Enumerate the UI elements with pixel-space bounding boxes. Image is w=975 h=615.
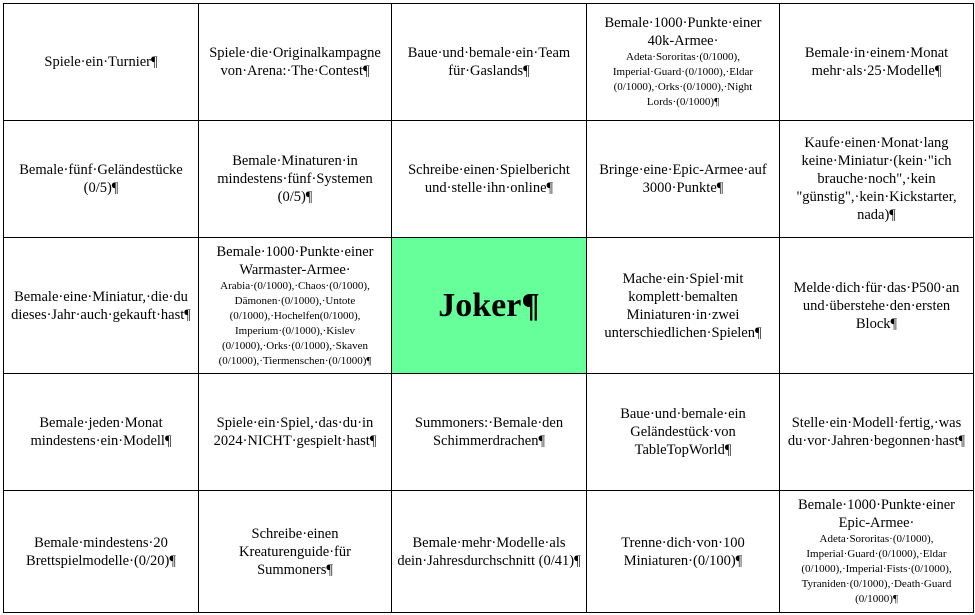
bingo-cell [587, 121, 780, 238]
bingo-cell [199, 491, 392, 613]
cell-text: Spiele·ein·Turnier¶ [44, 54, 158, 70]
cell-subtext: Adeta·Sororitas·(0/1000), Imperial·Guard·(0/1000),·Eldar (0/1000),·Imperial·Fists·(0/1000), Tyraniden·(0/1000),·Death·Guard (0/1000)¶ [801, 533, 952, 605]
bingo-cell [587, 238, 780, 374]
bingo-cell [392, 4, 587, 121]
bingo-cell [587, 4, 780, 121]
cell-text: Bemale·1000·Punkte·einer 40k-Armee· [604, 15, 762, 49]
cell-text: Schreibe·einen·Spielbericht und·stelle·ihn·online¶ [408, 162, 570, 196]
bingo-row [4, 374, 974, 491]
bingo-row [4, 491, 974, 613]
cell-text: Schreibe·einen Kreaturenguide·für Summoners¶ [239, 525, 351, 578]
cell-text: Bringe·eine·Epic-Armee·auf 3000·Punkte¶ [599, 162, 767, 196]
bingo-cell [780, 121, 974, 238]
bingo-cell [199, 374, 392, 491]
cell-text: Bemale·1000·Punkte·einer Epic-Armee· [797, 497, 956, 531]
cell-subtext: Arabia·(0/1000),·Chaos·(0/1000), Dämonen·(0/1000),·Untote (0/1000),·Hochelfen(0/1000), Imperium·(0/1000),·Kislev (0/1000),·Orks·(0/1000),·Skaven (0/1000),·Tiermenschen·(0/1000)¶ [218, 279, 372, 367]
bingo-cell [780, 374, 974, 491]
bingo-cell [392, 374, 587, 491]
bingo-cell [392, 491, 587, 613]
cell-text: Bemale·1000·Punkte·einer Warmaster-Armee· [216, 243, 374, 278]
bingo-cell [4, 238, 199, 374]
cell-text: Bemale·fünf·Geländestücke (0/5)¶ [19, 162, 183, 196]
cell-text: Bemale·in·einem·Monat mehr·als·25·Modelle¶ [804, 45, 949, 79]
cell-text: Kaufe·einen·Monat·lang keine·Miniatur·(kein·"ich brauche·noch",·kein "günstig",·kein·Kickstarter, nada)¶ [796, 135, 957, 223]
cell-text: Trenne·dich·von·100 Miniaturen·(0/100)¶ [621, 534, 745, 569]
cell-text: Bemale·mindestens·20 Brettspielmodelle·(0/20)¶ [26, 534, 176, 569]
bingo-cell [587, 374, 780, 491]
bingo-cell [4, 4, 199, 121]
cell-text: Bemale·eine·Miniatur,·die·du dieses·Jahr·auch·gekauft·hast¶ [11, 288, 191, 323]
cell-subtext: Adeta·Sororitas·(0/1000), Imperial·Guard·(0/1000),·Eldar (0/1000),·Orks·(0/1000),·Night Lords·(0/1000)¶ [612, 51, 754, 108]
bingo-cell [199, 238, 392, 374]
bingo-row [4, 238, 974, 374]
joker-cell [392, 238, 587, 374]
cell-text: Bemale·jeden·Monat mindestens·ein·Modell¶ [30, 415, 172, 449]
joker-label: Joker¶ [438, 286, 540, 324]
bingo-cell [4, 121, 199, 238]
cell-text: Summoners:·Bemale·den Schimmerdrachen¶ [414, 415, 564, 449]
bingo-row [4, 4, 974, 121]
cell-text: Spiele·ein·Spiel,·das·du·in 2024·NICHT·gespielt·hast¶ [213, 415, 377, 449]
bingo-cell [780, 4, 974, 121]
cell-text: Melde·dich·für·das·P500·an und·überstehe·den·ersten Block¶ [793, 279, 960, 332]
bingo-cell [392, 121, 587, 238]
bingo-row [4, 121, 974, 238]
cell-text: Bemale·Minaturen·in mindestens·fünf·Systemen (0/5)¶ [217, 153, 373, 205]
cell-text: Stelle·ein·Modell·fertig,·was du·vor·Jahren·begonnen·hast¶ [787, 415, 966, 449]
bingo-cell [587, 491, 780, 613]
cell-text: Baue·und·bemale·ein·Team für·Gaslands¶ [407, 45, 571, 79]
cell-text: Baue·und·bemale·ein Geländestück·von TableTopWorld¶ [620, 406, 746, 458]
bingo-cell [780, 238, 974, 374]
bingo-cell [780, 491, 974, 613]
bingo-cell [199, 121, 392, 238]
cell-text: Mache·ein·Spiel·mit komplett·bemalten Miniaturen·in·zwei unterschiedlichen·Spielen¶ [604, 270, 762, 341]
bingo-cell [4, 491, 199, 613]
bingo-board [3, 3, 974, 613]
cell-text: Spiele·die·Originalkampagne von·Arena:·The·Contest¶ [209, 45, 381, 79]
bingo-cell [4, 374, 199, 491]
bingo-cell [199, 4, 392, 121]
cell-text: Bemale·mehr·Modelle·als dein·Jahresdurchschnitt (0/41)¶ [397, 534, 581, 569]
